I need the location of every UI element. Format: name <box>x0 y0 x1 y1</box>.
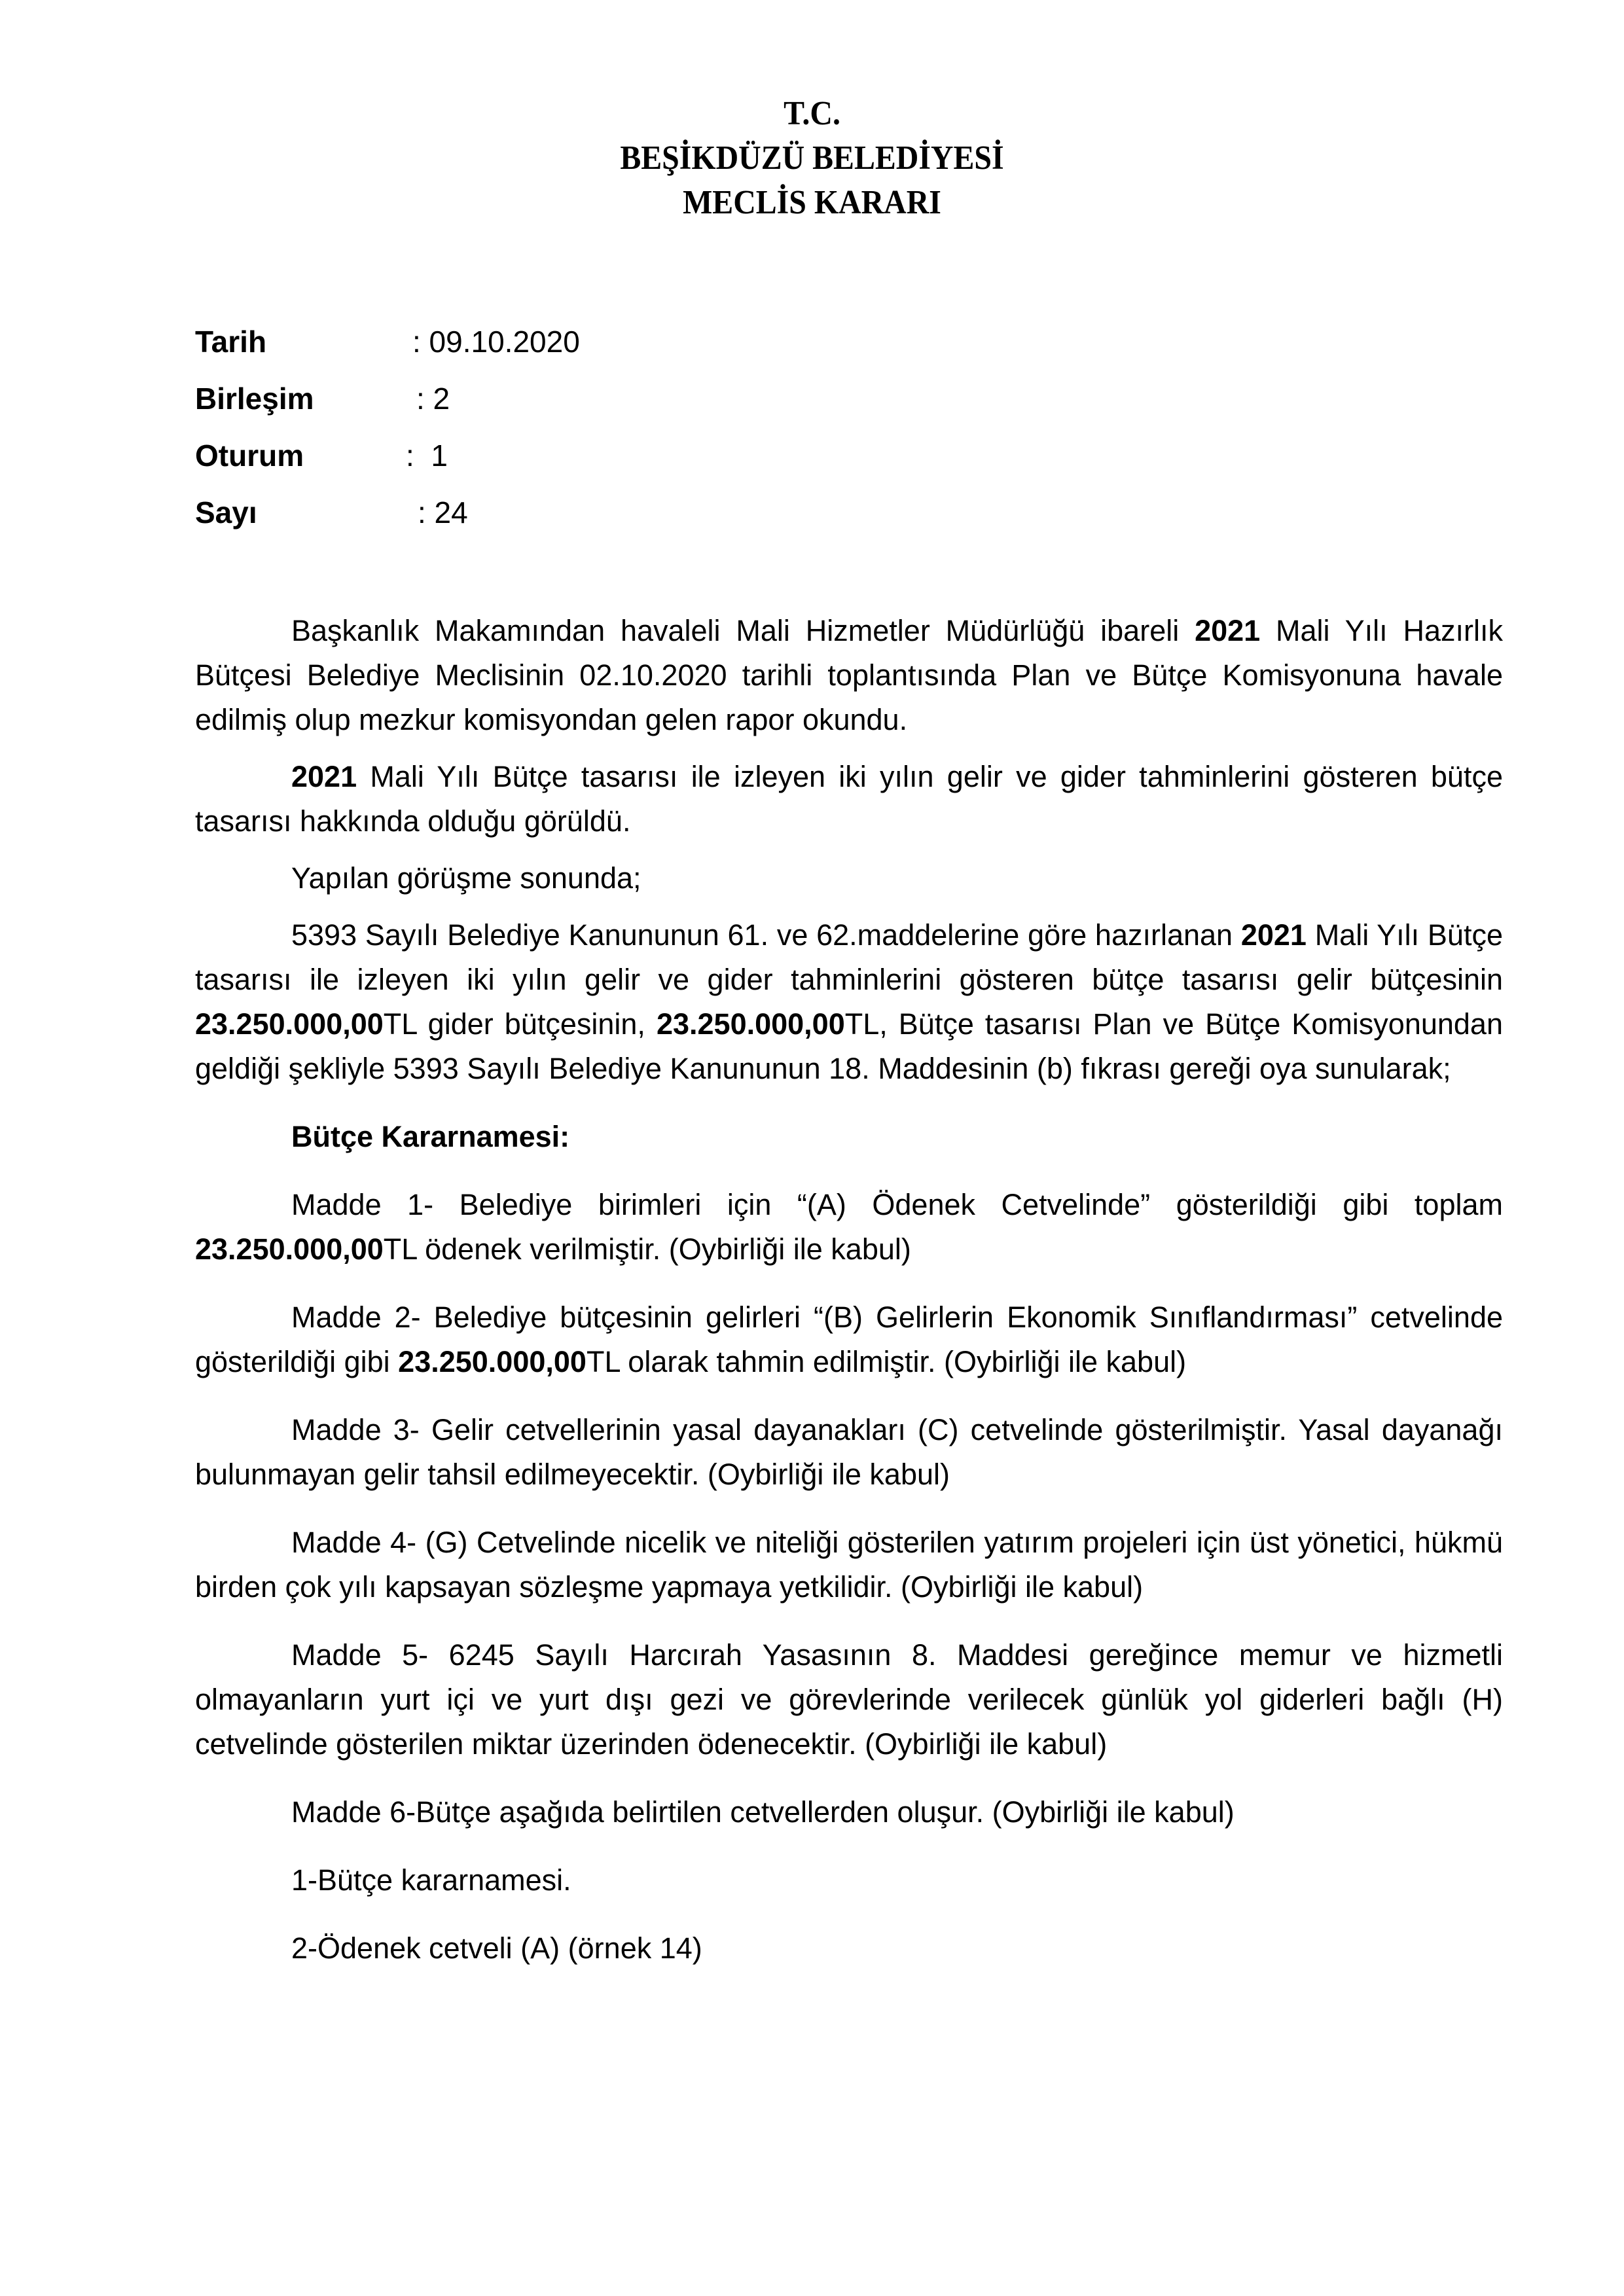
meta-label: Birleşim <box>195 382 314 416</box>
meta-value: : 09.10.2020 <box>412 325 580 359</box>
article-3: Madde 3- Gelir cetvellerinin yasal dayanakları (C) cetvelinde gösterilmiştir. Yasal dayanağı bulunmayan gelir tahsil edilmeyecektir. (Oybirliği ile kabul) <box>195 1413 1503 1491</box>
paragraph-resolution: 5393 Sayılı Belediye Kanununun 61. ve 62.maddelerine göre hazırlanan 2021 Mali Yılı Bütçe tasarısı ile izleyen iki yılın gelir ve gider tahminlerini gösteren bütçe tasarısı gelir bütçesinin 23.250.000,00TL gider bütçesinin, 23.250.000,00TL, Bütçe tasarısı Plan ve Bütçe Komisyonundan geldiği şekliyle 5393 Sayılı Belediye Kanununun 18. Maddesinin (b) fıkrası gereği oya sunularak; <box>195 918 1503 1085</box>
article-1: Madde 1- Belediye birimleri için “(A) Ödenek Cetvelinde” gösterildiği gibi toplam 23.250.000,00TL ödenek verilmiştir. (Oybirliği ile kabul) <box>195 1188 1503 1266</box>
amount-revenue-estimate: 23.250.000,00 <box>398 1345 586 1378</box>
article-5: Madde 5- 6245 Sayılı Harcırah Yasasının 8. Maddesi gereğince memur ve hizmetli olmayanların yurt içi ve yurt dışı gezi ve görevlerinde verilecek günlük yol giderleri bağlı (H) cetvelinde gösterilen miktar üzerinden ödenecektir. (Oybirliği ile kabul) <box>195 1638 1503 1761</box>
article-6: Madde 6-Bütçe aşağıda belirtilen cetvellerden oluşur. (Oybirliği ile kabul) <box>291 1795 1235 1829</box>
article-4: Madde 4- (G) Cetvelinde nicelik ve niteliği gösterilen yatırım projeleri için üst yönetici, hükmü birden çok yılı kapsayan sözleşme yapmaya yetkilidir. (Oybirliği ile kabul) <box>195 1526 1503 1604</box>
paragraph-discussion: Yapılan görüşme sonunda; <box>291 861 641 895</box>
header-title: MECLİS KARARI <box>683 184 941 221</box>
amount-revenue: 23.250.000,00 <box>195 1007 384 1041</box>
header-tc: T.C. <box>784 95 840 132</box>
year-bold: 2021 <box>1240 918 1307 952</box>
decision-body <box>195 609 1503 1994</box>
year-bold: 2021 <box>1195 614 1261 647</box>
list-item-2: 2-Ödenek cetveli (A) (örnek 14) <box>291 1931 702 1965</box>
amount-appropriation: 23.250.000,00 <box>195 1232 384 1266</box>
year-bold: 2021 <box>291 760 357 793</box>
document-header <box>65 92 1559 225</box>
meta-label: Tarih <box>195 325 267 359</box>
paragraph-intro: Başkanlık Makamından havaleli Mali Hizmetler Müdürlüğü ibareli 2021 Mali Yılı Hazırlık Bütçesi Belediye Meclisinin 02.10.2020 tarihli toplantısında Plan ve Bütçe Komisyonuna havale edilmiş olup mezkur komisyondan gelen rapor okundu. <box>195 614 1503 736</box>
header-municipality: BEŞİKDÜZÜ BELEDİYESİ <box>620 139 1004 177</box>
meta-label: Oturum <box>195 439 304 473</box>
list-item-1: 1-Bütçe kararnamesi. <box>291 1863 571 1897</box>
section-title: Bütçe Kararnamesi: <box>291 1120 570 1153</box>
meta-value: : 24 <box>418 495 468 529</box>
amount-expense: 23.250.000,00 <box>656 1007 845 1041</box>
paragraph-budget-draft: 2021 Mali Yılı Bütçe tasarısı ile izleyen iki yılın gelir ve gider tahminlerini gösteren bütçe tasarısı hakkında olduğu görüldü. <box>195 760 1503 838</box>
meta-value: : 2 <box>416 382 450 416</box>
meta-label: Sayı <box>195 495 257 529</box>
meta-value: : 1 <box>406 439 448 473</box>
article-2: Madde 2- Belediye bütçesinin gelirleri “(B) Gelirlerin Ekonomik Sınıflandırması” cetvelinde gösterildiği gibi 23.250.000,00TL olarak tahmin edilmiştir. (Oybirliği ile kabul) <box>195 1300 1503 1378</box>
